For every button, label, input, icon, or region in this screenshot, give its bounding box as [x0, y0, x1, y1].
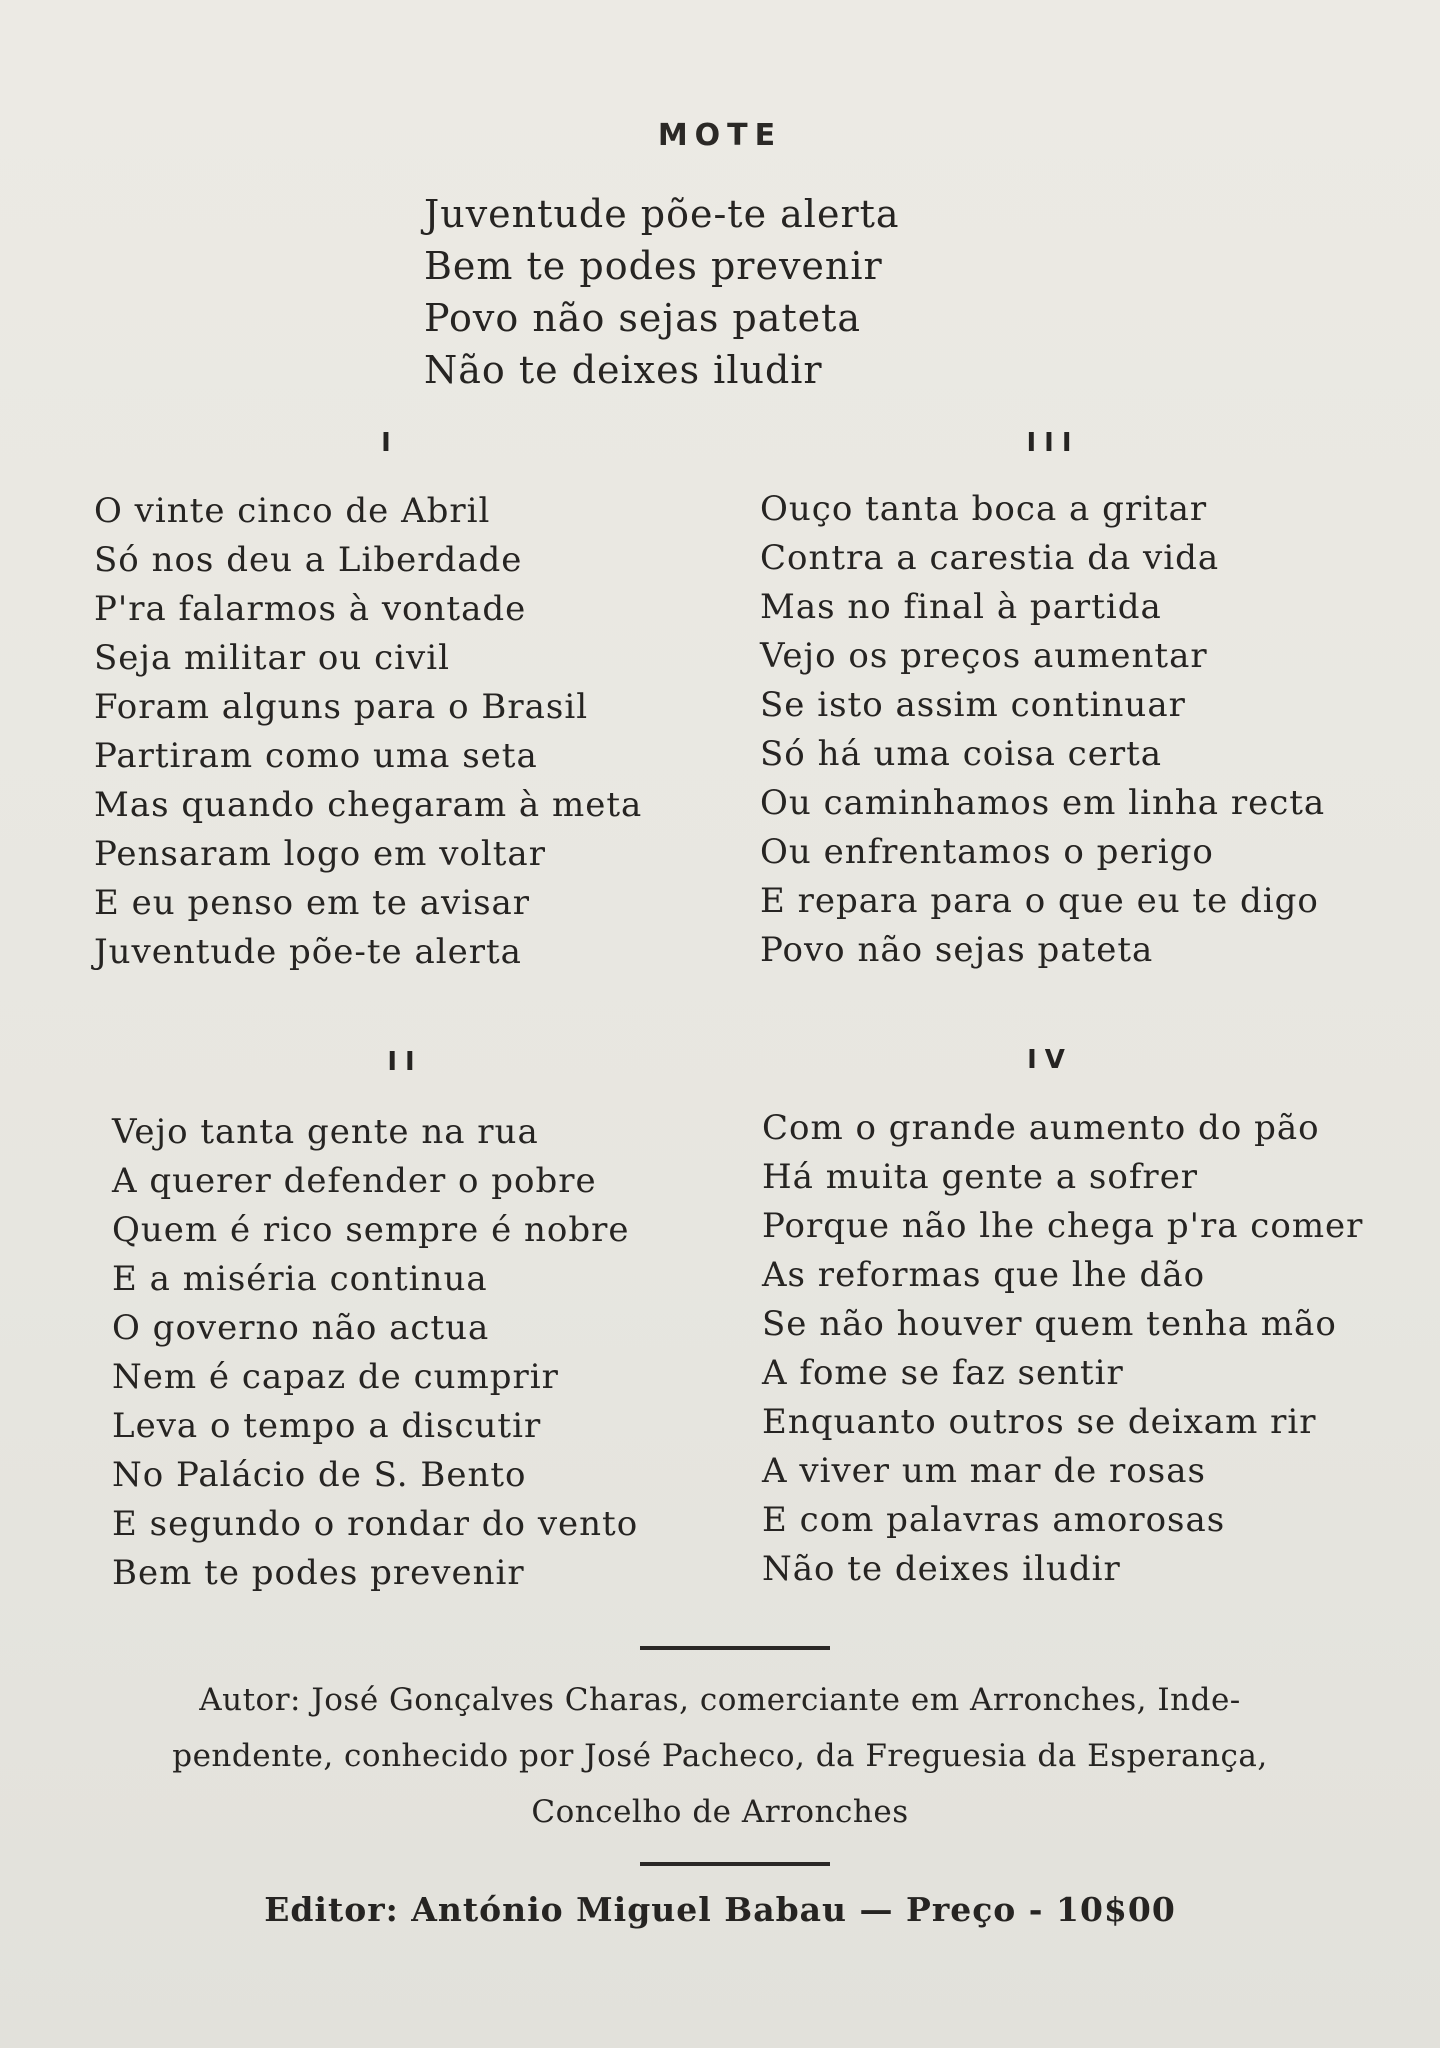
verse-line: No Palácio de S. Bento — [112, 1455, 527, 1495]
verse-line: A viver um mar de rosas — [762, 1451, 1206, 1491]
verse-line: Juventude põe-te alerta — [94, 932, 522, 972]
verse-line: Não te deixes iludir — [762, 1549, 1121, 1589]
verse-line: Se não houver quem tenha mão — [762, 1304, 1337, 1344]
verse-line: Bem te podes prevenir — [112, 1553, 525, 1593]
mote-line: Juventude põe-te alerta — [424, 192, 900, 236]
mote-line: Bem te podes prevenir — [424, 244, 883, 288]
mote-line: Povo não sejas pateta — [424, 296, 862, 340]
verse-line: Ou enfrentamos o perigo — [760, 832, 1214, 872]
stanza-ii — [112, 1108, 638, 1598]
verse-line: Se isto assim continuar — [760, 685, 1186, 725]
verse-line: A querer defender o pobre — [112, 1161, 597, 1201]
verse-line: Foram alguns para o Brasil — [94, 687, 589, 727]
divider-rule — [640, 1646, 830, 1650]
verse-line: Ouço tanta boca a gritar — [760, 489, 1208, 529]
verse-line: Ou caminhamos em linha recta — [760, 783, 1326, 823]
verse-line: Enquanto outros se deixam rir — [762, 1402, 1317, 1442]
verse-line: E eu penso em te avisar — [94, 883, 531, 923]
divider-rule — [640, 1862, 830, 1866]
editor-price-line: Editor: António Miguel Babau — Preço - 10$00 — [264, 1890, 1176, 1929]
verse-line: Nem é capaz de cumprir — [112, 1357, 559, 1397]
stanza-iv — [762, 1104, 1363, 1594]
credit-line: pendente, conhecido por José Pacheco, da Freguesia da Esperança, — [172, 1738, 1268, 1774]
verse-line: O governo não actua — [112, 1308, 490, 1348]
verse-line: E segundo o rondar do vento — [112, 1504, 639, 1544]
verse-line: O vinte cinco de Abril — [94, 491, 491, 531]
verse-line: A fome se faz sentir — [762, 1353, 1124, 1393]
stanza-numeral-i: I — [381, 428, 399, 458]
verse-line: As reformas que lhe dão — [762, 1255, 1206, 1295]
verse-line: E a miséria continua — [112, 1259, 488, 1299]
verse-line: Só nos deu a Liberdade — [94, 540, 523, 580]
stanza-numeral-iii: III — [1026, 428, 1080, 458]
verse-line: Vejo os preços aumentar — [760, 636, 1208, 676]
verse-line: E repara para o que eu te digo — [760, 881, 1319, 921]
author-credit — [100, 1672, 1340, 1840]
stanza-iii — [760, 485, 1325, 975]
stanza-numeral-ii: II — [387, 1047, 423, 1077]
mote-stanza — [424, 188, 900, 396]
verse-line: Partiram como uma seta — [94, 736, 538, 776]
verse-line: Leva o tempo a discutir — [112, 1406, 542, 1446]
verse-line: P'ra falarmos à vontade — [94, 589, 527, 629]
stanza-i — [94, 487, 642, 977]
credit-line: Autor: José Gonçalves Charas, comerciante em Arronches, Inde- — [199, 1682, 1241, 1718]
verse-line: Seja militar ou civil — [94, 638, 450, 678]
verse-line: Contra a carestia da vida — [760, 538, 1220, 578]
verse-line: Mas quando chegaram à meta — [94, 785, 643, 825]
verse-line: E com palavras amorosas — [762, 1500, 1226, 1540]
verse-line: Com o grande aumento do pão — [762, 1108, 1320, 1148]
verse-line: Porque não lhe chega p'ra comer — [762, 1206, 1364, 1246]
verse-line: Quem é rico sempre é nobre — [112, 1210, 630, 1250]
credit-line: Concelho de Arronches — [531, 1794, 909, 1830]
mote-line: Não te deixes iludir — [424, 348, 823, 392]
verse-line: Povo não sejas pateta — [760, 930, 1154, 970]
verse-line: Há muita gente a sofrer — [762, 1157, 1199, 1197]
stanza-numeral-iv: IV — [1027, 1045, 1073, 1075]
verse-line: Vejo tanta gente na rua — [112, 1112, 539, 1152]
verse-line: Pensaram logo em voltar — [94, 834, 546, 874]
verse-line: Só há uma coisa certa — [760, 734, 1163, 774]
page-title: MOTE — [657, 118, 783, 153]
verse-line: Mas no final à partida — [760, 587, 1162, 627]
